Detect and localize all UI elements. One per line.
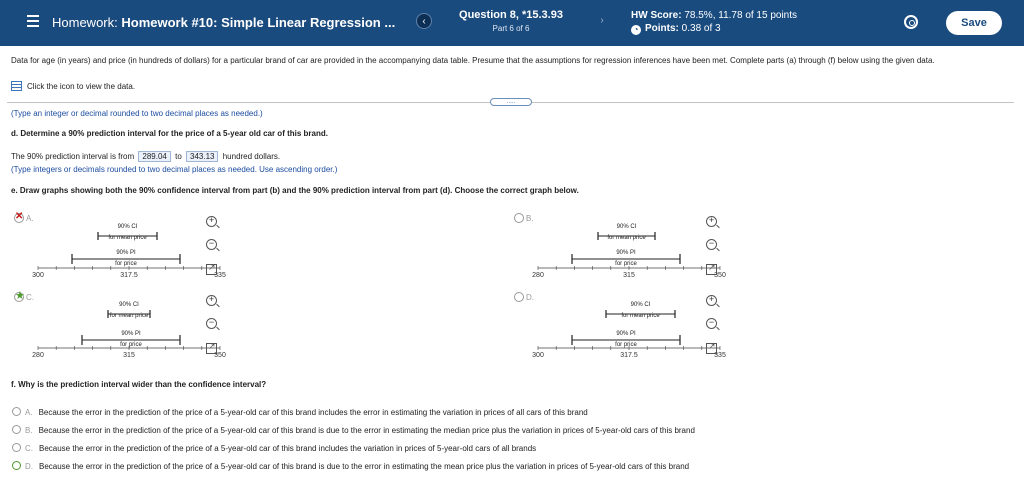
ci-sublabel: for mean price [621,313,660,319]
course-prefix: Homework: [52,15,118,30]
zoom-out-icon[interactable] [706,318,717,329]
tick-label: 280 [532,272,544,279]
part-d-question: d. Determine a 90% prediction interval for the price of a 5-year old car of this brand. [11,129,328,138]
graph-option-d-letter: D. [526,293,534,302]
tick-label: 350 [714,272,726,279]
part-d-prefix: The 90% prediction interval is from [11,152,135,161]
pi-label: 90% PI [116,250,136,256]
hw-score-value: 78.5%, 11.78 of 15 points [684,10,798,21]
tick-label: 300 [532,352,544,359]
save-button[interactable]: Save [946,11,1002,35]
tick-label: 300 [32,272,44,279]
pi-upper-input[interactable]: 343.13 [186,151,218,162]
question-part: Part 6 of 6 [492,24,530,33]
pi-sublabel: for price [615,261,637,267]
part-f-option-c[interactable] [12,443,536,453]
pi-lower-input[interactable]: 289.04 [138,151,170,162]
tick-label: 280 [32,352,44,359]
part-c-hint: (Type an integer or decimal rounded to two decimal places as needed.) [11,109,263,118]
option-letter: B. [25,426,33,435]
radio-button[interactable] [12,407,21,416]
popout-icon[interactable] [706,343,717,354]
graph-option-a-letter: A. [26,214,34,223]
problem-statement: Data for age (in years) and price (in hundreds of dollars) for a particular brand of car are provided in the accompanying data table. Presume that the assumptions for regression inferences have been met. Complete parts (a) through (f) below using the given data. [11,56,935,65]
part-d-to: to [175,152,182,161]
part-f-option-d[interactable] [12,461,689,471]
points-label: Points: [645,23,679,34]
pi-sublabel: for price [120,342,142,348]
option-text: Because the error in the prediction of the price of a 5-year-old car of this brand includes the error in estimating the variation in prices of all cars of this brand [38,408,588,417]
previous-question-button[interactable]: ‹ [416,13,432,29]
part-f-option-a[interactable] [12,407,588,417]
option-text: Because the error in the prediction of the price of a 5-year-old car of this brand includes the variation in prices of 5-year-old cars of all brands [39,444,537,453]
graph-option-b-letter: B. [526,214,534,223]
tick-label: 335 [214,272,226,279]
tick-label: 317.5 [620,352,638,359]
radio-button-correct[interactable] [12,461,21,470]
pi-label: 90% PI [121,331,141,337]
option-text: Because the error in the prediction of the price of a 5-year-old car of this brand is due to the error in estimating the median price plus the variation in prices of 5-year-old cars of this brand [38,426,695,435]
pi-sublabel: for price [115,261,137,267]
part-d-suffix: hundred dollars. [222,152,281,161]
part-f-question: f. Why is the prediction interval wider than the confidence interval? [11,380,267,389]
option-letter: A. [25,408,33,417]
graph-option-c-letter: C. [26,293,34,302]
incorrect-x-icon: ✕ [15,211,24,222]
points-value: 0.38 of 3 [681,23,721,34]
tick-label: 335 [714,352,726,359]
ci-label: 90% CI [117,224,138,230]
ci-label: 90% CI [616,224,637,230]
pi-label: 90% PI [616,250,636,256]
part-e-question: e. Draw graphs showing both the 90% confidence interval from part (b) and the 90% prediction interval from part (d). Choose the correct graph below. [11,186,579,195]
ci-label: 90% CI [630,302,651,308]
ci-sublabel: for mean price [607,235,646,241]
next-question-button[interactable]: › [600,15,604,26]
correct-star-icon: ★ [15,290,25,302]
homework-name: Homework #10: Simple Linear Regression ... [121,15,396,30]
part-f-option-b[interactable] [12,425,695,435]
part-d-hint: (Type integers or decimals rounded to two decimal places as needed. Use ascending order.) [11,165,338,174]
ci-sublabel: for mean price [109,313,149,319]
pi-label: 90% PI [616,331,636,337]
partial-credit-icon: ◔ [631,25,641,35]
tick-label: 350 [214,352,226,359]
option-letter: D. [25,462,33,471]
hw-score-label: HW Score: [631,10,682,21]
question-title: Question 8, *15.3.93 [459,9,563,21]
zoom-in-icon[interactable] [706,295,717,306]
radio-button[interactable] [12,425,21,434]
pi-sublabel: for price [615,342,637,348]
expand-button[interactable]: ..... [490,98,532,106]
view-data-label[interactable]: Click the icon to view the data. [27,82,136,91]
tick-label: 315 [123,352,135,359]
tick-label: 317.5 [120,272,138,279]
option-text: Because the error in the prediction of the price of a 5-year-old car of this brand is due to the error in estimating the mean price plus the variation in prices of 5-year-old cars of this brand [39,462,690,471]
option-letter: C. [25,444,33,453]
ci-label: 90% CI [119,302,139,308]
radio-button[interactable] [12,443,21,452]
ci-sublabel: for mean price [108,235,147,241]
tick-label: 315 [623,272,635,279]
